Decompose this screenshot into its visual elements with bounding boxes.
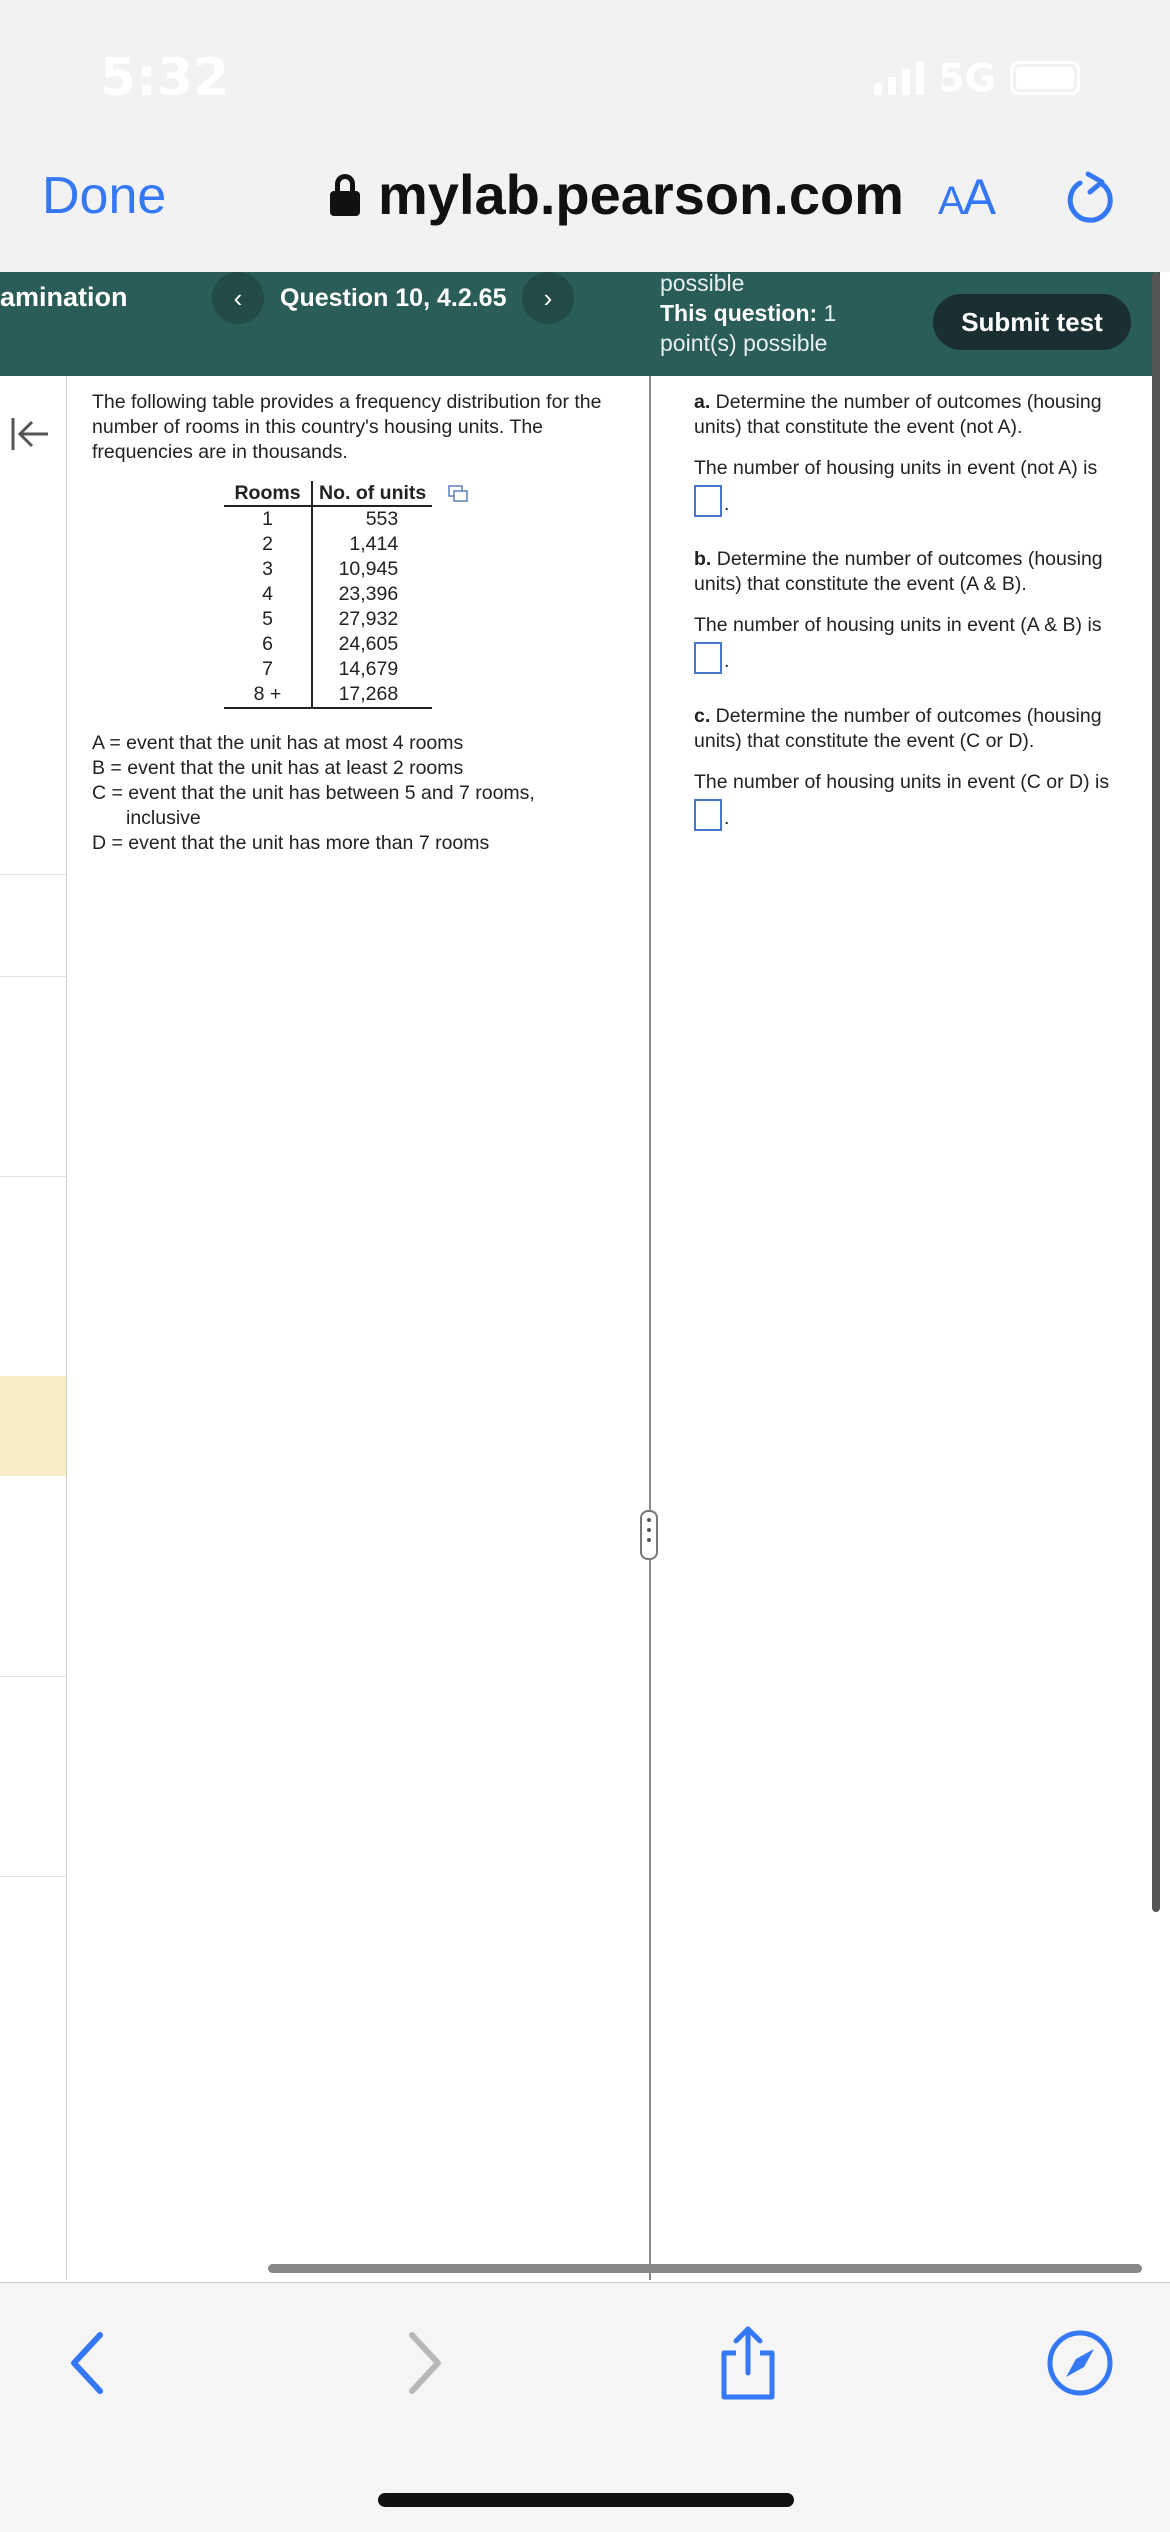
points-value: 1 [817,300,837,326]
compass-icon[interactable] [1040,2323,1120,2403]
points-bold: This question: [660,300,818,326]
answer-input-b[interactable] [694,642,722,674]
part-c-question: Determine the number of outcomes (housing units) that constitute the event (C or D). [694,705,1102,752]
exam-header [0,272,1160,376]
table-row: 5 27,932 [224,607,432,632]
question-label: Question 10, 4.2.65 [280,284,507,312]
exam-title: amination [0,282,128,312]
table-row: 3 10,945 [224,557,432,582]
collapse-panel-icon[interactable] [8,412,52,456]
event-b: B = event that the unit has at least 2 rooms [92,757,464,779]
share-icon[interactable] [708,2323,788,2403]
text-size-button[interactable] [938,168,994,226]
network-label: 5G [938,56,996,100]
home-indicator [378,2493,794,2507]
period: . [724,650,730,672]
table-header: Rooms [224,481,312,506]
part-c-label: c. [694,705,711,727]
table-header: No. of units [312,481,432,506]
points-line3: point(s) possible [660,330,828,356]
previous-question-button[interactable]: ‹ [212,272,264,324]
event-definitions [92,731,632,856]
part-a [694,390,1134,517]
period: . [724,493,730,515]
part-a-label: a. [694,391,711,413]
horizontal-scrollbar[interactable] [268,2264,1142,2273]
points-info [660,268,836,358]
vertical-scrollbar[interactable] [1152,272,1160,1912]
part-b-prompt: The number of housing units in event (A & B) is [694,614,1102,636]
signal-icon [874,61,924,95]
answer-input-a[interactable] [694,485,722,517]
status-time: 5:32 [100,48,230,108]
pane-divider [649,376,651,2280]
browser-top-bar [0,0,1170,272]
next-question-button[interactable]: › [522,272,574,324]
frequency-table-wrap [92,481,632,709]
answer-pane [694,390,1134,861]
part-c [694,704,1134,831]
part-c-prompt: The number of housing units in event (C or D) is [694,771,1110,793]
table-row: 6 24,605 [224,632,432,657]
lock-icon [330,174,360,216]
table-row: 7 14,679 [224,657,432,682]
table-row: 4 23,396 [224,582,432,607]
table-row: 1 553 [224,506,432,532]
points-line1: possible [660,270,745,296]
left-rail [0,376,67,2280]
period: . [724,807,730,829]
resize-handle[interactable] [640,1510,658,1560]
table-row: 8 + 17,268 [224,682,432,708]
copy-table-icon[interactable] [448,485,468,503]
part-a-question: Determine the number of outcomes (housing units) that constitute the event (not A). [694,391,1102,438]
back-icon[interactable] [48,2323,128,2403]
part-b [694,547,1134,674]
done-button[interactable]: Done [42,167,167,225]
event-c: C = event that the unit has between 5 and 7 rooms, [92,782,535,804]
rail-highlight [0,1376,66,1476]
frequency-table [224,481,432,709]
reload-icon[interactable] [1062,170,1118,226]
part-b-question: Determine the number of outcomes (housing units) that constitute the event (A & B). [694,548,1103,595]
event-c-cont: inclusive [126,807,201,829]
battery-icon [1010,61,1080,95]
answer-input-c[interactable] [694,799,722,831]
event-d: D = event that the unit has more than 7 rooms [92,832,490,854]
table-row: 2 1,414 [224,532,432,557]
intro-text: The following table provides a frequency distribution for the number of rooms in this country's housing units. The frequencies are in thousands. [92,391,602,463]
forward-icon[interactable] [384,2323,464,2403]
submit-test-button[interactable]: Submit test [933,294,1131,350]
text-size-big: A [962,169,995,225]
url-text: mylab.pearson.com [378,163,904,226]
address-bar[interactable] [330,162,904,227]
status-indicators [874,56,1080,100]
event-a: A = event that the unit has at most 4 rooms [92,732,464,754]
browser-bottom-bar [0,2282,1170,2532]
question-content [92,390,632,856]
part-a-prompt: The number of housing units in event (not A) is [694,457,1098,479]
part-b-label: b. [694,548,712,570]
text-size-small: A [938,179,963,223]
